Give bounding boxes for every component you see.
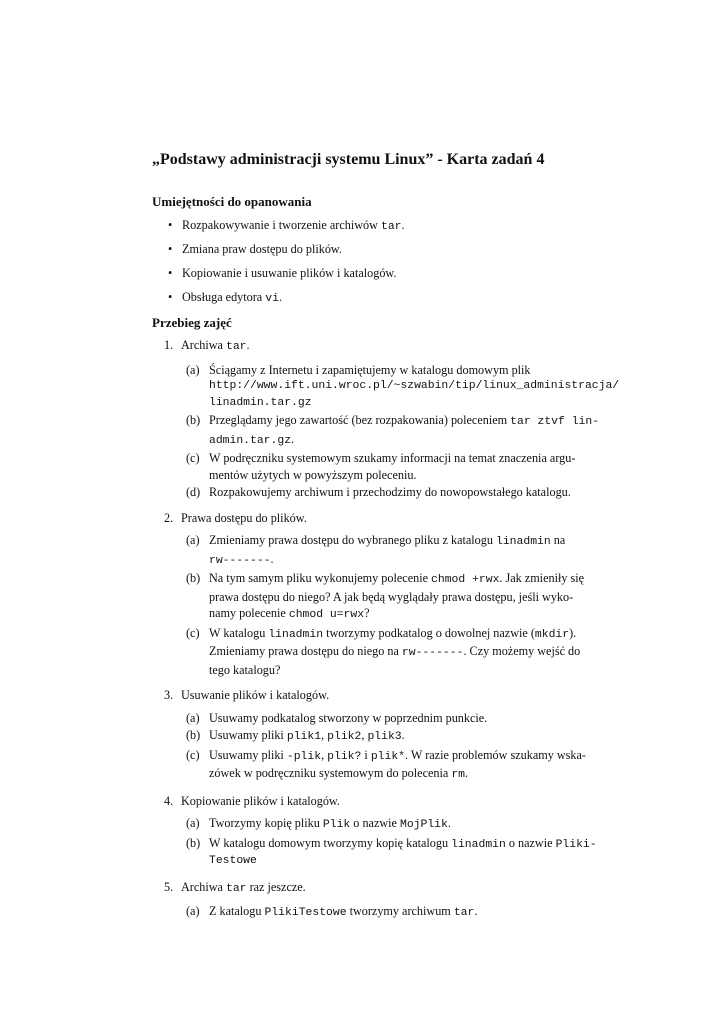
task-3a: (a) Usuwamy podkatalog stworzony w poprzednim punkcie. <box>186 710 488 725</box>
bullet-icon: • <box>168 242 173 256</box>
bullet-icon: • <box>168 218 173 232</box>
task-1c: (c) W podręczniku systemowym szukamy informacji na temat znaczenia argu- mentów użytych w powyższym poleceniu. <box>186 451 576 482</box>
task-1d: (d) Rozpakowujemy archiwum i przechodzimy do nowopowstałego katalogu. <box>186 485 571 499</box>
step-2: 2. Prawa dostępu do plików. (a) Zmieniamy prawa dostępu do wybranego pliku z katalogu linadmin na rw-------. (b) Na tym samym pliku wykonujemy polecenie chmod +rwx. Jak zmieniły się prawa dostępu do niego? A jak będą wyglądały prawa dostępu, jeśli wyko- namy polecenie chmod u=rwx? (c) W katalogu linadmin tworzymy podkatalog o dowolnej nazwie (mkdir). Zmieniamy prawa dostępu do niego na rw-------. Czy możemy wejść do tego katalogu? <box>164 510 610 688</box>
task-1b: (b) Przeglądamy jego zawartość (bez rozpakowania) poleceniem tar ztvf lin- admin.tar.gz. <box>186 413 600 447</box>
bullet-icon: • <box>168 290 173 304</box>
skills-list <box>168 218 405 314</box>
task-1a: (a) Ściągamy z Internetu i zapamiętujemy w katalogu domowym plik http://www.ift.uni.wroc.pl/~szwabin/tip/linux_administracja/ linadmin.tar.gz <box>186 362 620 409</box>
task-5a: (a) Z katalogu PlikiTestowe tworzymy archiwum tar. <box>186 904 478 919</box>
task-3b: (b) Usuwamy pliki plik1, plik2, plik3. <box>186 728 405 743</box>
task-2b: (b) Na tym samym pliku wykonujemy polecenie chmod +rwx. Jak zmieniły się prawa dostępu do niego? A jak będą wyglądały prawa dostępu, jeśli wyko- namy polecenie chmod u=rwx? <box>186 571 585 621</box>
list-item: • Kopiowanie i usuwanie plików i katalogów. <box>168 266 397 280</box>
list-item: • Zmiana praw dostępu do plików. <box>168 242 342 256</box>
list-item: • Rozpakowywanie i tworzenie archiwów tar. <box>168 218 405 233</box>
steps-list <box>164 337 620 923</box>
task-2c: (c) W katalogu linadmin tworzymy podkatalog o dowolnej nazwie (mkdir). Zmieniamy prawa dostępu do niego na rw-------. Czy możemy wejść do tego katalogu? <box>186 625 581 677</box>
skills-heading: Umiejętności do opanowania <box>152 194 312 209</box>
list-item: • Obsługa edytora vi. <box>168 290 282 305</box>
step-3: 3. Usuwanie plików i katalogów. (a) Usuwamy podkatalog stworzony w poprzednim punkcie. (b) Usuwamy pliki plik1, plik2, plik3. (c) Usuwamy pliki -plik, plik? i plik*. W razie problemów szukamy wska- zówek w podręczniku systemowym do polecenia rm. <box>164 687 610 793</box>
task-3c: (c) Usuwamy pliki -plik, plik? i plik*. W razie problemów szukamy wska- zówek w podręczniku systemowym do polecenia rm. <box>186 747 586 781</box>
task-2a: (a) Zmieniamy prawa dostępu do wybranego pliku z katalogu linadmin na rw-------. <box>186 533 566 567</box>
page-title: „Podstawy administracji systemu Linux” - Karta zadań 4 <box>152 151 545 168</box>
step-4: 4. Kopiowanie plików i katalogów. (a) Tworzymy kopię pliku Plik o nazwie MojPlik. (b) W katalogu domowym tworzymy kopię katalogu linadmin o nazwie Pliki- Testowe <box>164 793 610 879</box>
download-url: http://www.ift.uni.wroc.pl/~szwabin/tip/linux_administracja/ <box>209 380 620 392</box>
step-5: 5. Archiwa tar raz jeszcze. (a) Z katalogu PlikiTestowe tworzymy archiwum tar. <box>164 879 610 922</box>
bullet-icon: • <box>168 266 173 280</box>
plan-heading: Przebieg zajęć <box>152 315 232 330</box>
task-4b: (b) W katalogu domowym tworzymy kopię katalogu linadmin o nazwie Pliki- Testowe <box>186 835 597 867</box>
step-1: 1. Archiwa tar. (a) Ściągamy z Internetu i zapamiętujemy w katalogu domowym plik http://www.ift.uni.wroc.pl/~szwabin/tip/linux_administracja/ linadmin.tar.gz (b) Przeglądamy jego zawartość (bez rozpakowania) poleceniem tar ztvf lin- admin.tar.gz. (c) W podręczniku systemowym szukamy informacji na temat znaczenia argu- mentów użytych w powyższym poleceniu. (d) Rozpakowujemy archiwum i przechodzimy do nowopowstałego katalogu. <box>164 338 620 499</box>
task-4a: (a) Tworzymy kopię pliku Plik o nazwie MojPlik. <box>186 816 451 831</box>
